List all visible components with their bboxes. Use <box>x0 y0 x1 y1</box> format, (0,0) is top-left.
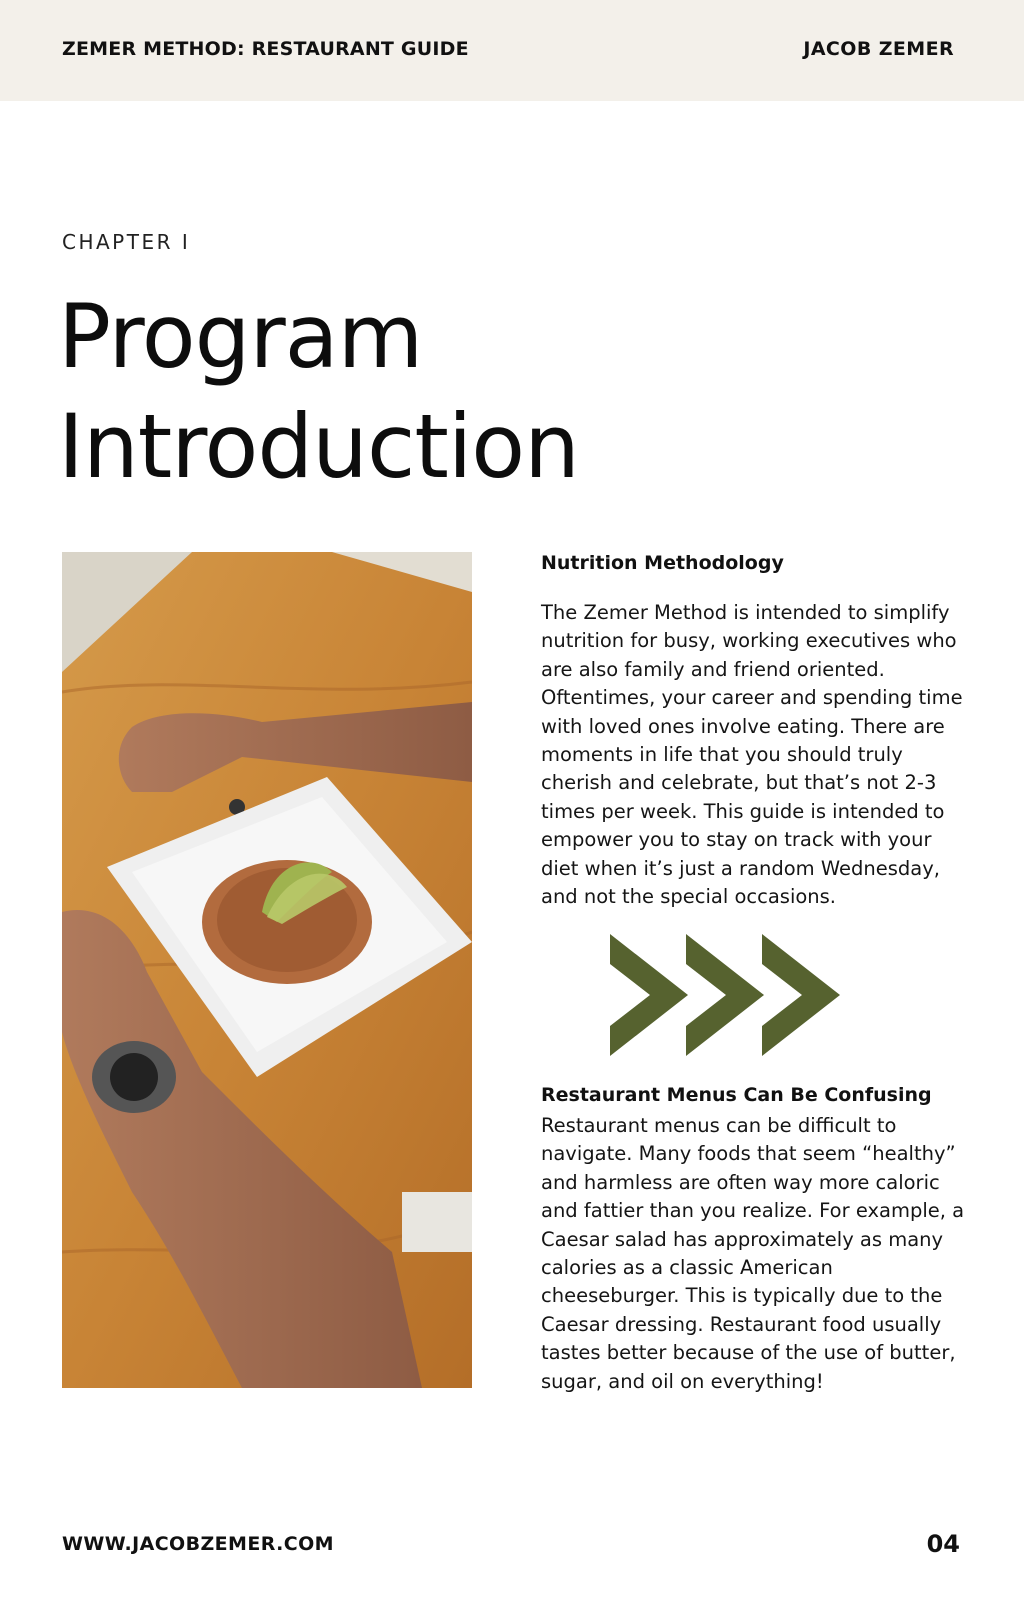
chapter-label: CHAPTER I <box>62 230 191 254</box>
section-heading-nutrition: Nutrition Methodology <box>541 552 784 574</box>
page-number: 04 <box>926 1530 960 1558</box>
page-title <box>58 282 579 502</box>
title-line-2: Introduction <box>58 395 579 498</box>
section-body-restaurant-menus: Restaurant menus can be difficult to navigate. Many foods that seem “healthy” and harmless are often way more caloric and fattier than you realize. For example, a Caesar salad has approximately as many calories as a classic American cheeseburger. This is typically due to the Caesar dressing. Restaurant food usually tastes better because of the use of butter, sugar, and oil on everything! <box>541 1114 965 1393</box>
triple-chevron-right-icon <box>610 934 850 1056</box>
food-photo <box>62 552 472 1388</box>
title-line-1: Program <box>58 285 423 388</box>
section-heading-restaurant-menus: Restaurant Menus Can Be Confusing <box>541 1084 932 1106</box>
author-name: JACOB ZEMER <box>803 38 954 60</box>
section-body-nutrition: The Zemer Method is intended to simplify nutrition for busy, working executives who are also family and friend oriented. Oftentimes, your career and spending time with loved ones involve eating. There are moments in life that you should truly cherish and celebrate, but that’s not 2-3 times per week. This guide is intended to empower you to stay on track with your diet when it’s just a random Wednesday, and not the special occasions. <box>541 601 963 909</box>
website-link[interactable]: WWW.JACOBZEMER.COM <box>62 1533 334 1555</box>
guide-title: ZEMER METHOD: RESTAURANT GUIDE <box>62 38 469 60</box>
page-header <box>0 0 1024 101</box>
